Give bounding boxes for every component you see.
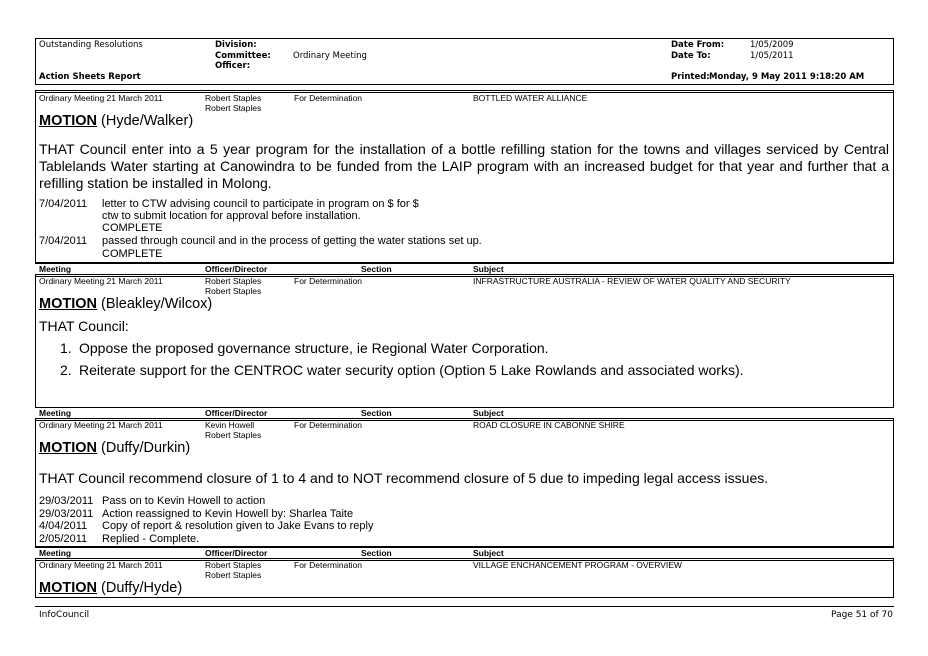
printed-label: Printed:	[671, 72, 710, 82]
record-officer: Kevin Howell	[205, 420, 255, 430]
motion-label: MOTION	[39, 580, 97, 596]
date-from-value: 1/05/2009	[750, 40, 794, 50]
record-section: For Determination	[294, 560, 363, 570]
division-label: Division:	[215, 40, 257, 50]
motion-heading	[39, 580, 182, 596]
record-subject: VILLAGE ENCHANCEMENT PROGRAM - OVERVIEW	[473, 560, 682, 570]
col-subject: Subject	[473, 408, 504, 418]
list-item: Oppose the proposed governance structure, ie Regional Water Corporation.	[79, 340, 549, 356]
committee-label: Committee:	[215, 51, 271, 61]
row-divider	[35, 547, 894, 548]
record-meeting: Ordinary Meeting 21 March 2011	[39, 93, 163, 103]
row-divider	[35, 560, 894, 561]
motion-label: MOTION	[39, 296, 97, 312]
record-director: Robert Staples	[205, 103, 262, 113]
list-item: Reiterate support for the CENTROC water security option (Option 5 Lake Rowlands and associated works).	[79, 362, 744, 378]
action-text: Pass on to Kevin Howell to action	[102, 495, 266, 507]
col-section: Section	[361, 548, 392, 558]
printed-value: Monday, 9 May 2011 9:18:20 AM	[709, 72, 865, 82]
record-officer: Robert Staples	[205, 93, 262, 103]
action-text: COMPLETE	[102, 222, 163, 234]
action-text: Copy of report & resolution given to Jake Evans to reply	[102, 520, 374, 532]
col-officer: Officer/Director	[205, 264, 268, 274]
committee-value: Ordinary Meeting	[293, 51, 367, 61]
col-officer: Officer/Director	[205, 548, 268, 558]
report-type: Action Sheets Report	[39, 72, 141, 82]
resolution-text: THAT Council enter into a 5 year program for the installation of a bottle refilling station for the towns and villages serviced by Central Tablelands Water starting at Canowindra to be funded from the LAIP program with an increased budget for that year and further that a refilling station be installed in Molong.	[39, 141, 889, 191]
record-section: For Determination	[294, 93, 363, 103]
motion-movers: (Duffy/Durkin)	[101, 440, 191, 456]
row-divider	[35, 263, 894, 264]
action-text: passed through council and in the process of getting the water stations set up.	[102, 235, 482, 247]
footer-app-name: InfoCouncil	[39, 610, 90, 620]
record-section: For Determination	[294, 276, 363, 286]
action-text: letter to CTW advising council to participate in program on $ for $	[102, 198, 419, 210]
footer-rule	[35, 606, 894, 607]
officer-label: Officer:	[215, 61, 251, 71]
record-section: For Determination	[294, 420, 363, 430]
record-officer: Robert Staples	[205, 276, 262, 286]
record-subject: ROAD CLOSURE IN CABONNE SHIRE	[473, 420, 625, 430]
action-date: 7/04/2011	[39, 198, 88, 210]
record-meeting: Ordinary Meeting 21 March 2011	[39, 560, 163, 570]
record-subject: BOTTLED WATER ALLIANCE	[473, 93, 588, 103]
action-text: ctw to submit location for approval before installation.	[102, 210, 361, 222]
col-subject: Subject	[473, 264, 504, 274]
motion-heading	[39, 440, 190, 456]
motion-label: MOTION	[39, 440, 97, 456]
motion-heading	[39, 113, 193, 129]
action-date: 2/05/2011	[39, 533, 88, 545]
resolution-text: THAT Council:	[39, 318, 129, 334]
record-director: Robert Staples	[205, 286, 262, 296]
motion-movers: (Duffy/Hyde)	[101, 580, 183, 596]
list-number: 2.	[60, 362, 72, 378]
list-number: 1.	[60, 340, 72, 356]
page-number: Page 51 of 70	[831, 610, 893, 620]
action-text: Action reassigned to Kevin Howell by: Sharlea Taite	[102, 508, 354, 520]
col-section: Section	[361, 408, 392, 418]
action-date: 7/04/2011	[39, 235, 88, 247]
record-officer: Robert Staples	[205, 560, 262, 570]
action-text: COMPLETE	[102, 248, 163, 260]
motion-label: MOTION	[39, 113, 97, 129]
motion-heading	[39, 296, 212, 312]
col-section: Section	[361, 264, 392, 274]
record-director: Robert Staples	[205, 430, 262, 440]
row-divider	[35, 420, 894, 421]
row-divider	[35, 92, 894, 93]
motion-movers: (Bleakley/Wilcox)	[101, 296, 213, 312]
action-text: Replied - Complete.	[102, 533, 200, 545]
action-date: 29/03/2011	[39, 495, 94, 507]
col-subject: Subject	[473, 548, 504, 558]
resolution-text: THAT Council recommend closure of 1 to 4 and to NOT recommend closure of 5 due to impeding legal access issues.	[39, 470, 769, 486]
action-date: 29/03/2011	[39, 508, 94, 520]
col-meeting: Meeting	[39, 548, 72, 558]
date-to-value: 1/05/2011	[750, 51, 794, 61]
motion-movers: (Hyde/Walker)	[101, 113, 194, 129]
record-meeting: Ordinary Meeting 21 March 2011	[39, 420, 163, 430]
action-date: 4/04/2011	[39, 520, 88, 532]
date-from-label: Date From:	[671, 40, 725, 50]
report-name: Outstanding Resolutions	[39, 40, 143, 50]
row-divider	[35, 407, 894, 408]
col-meeting: Meeting	[39, 264, 72, 274]
record-subject: INFRASTRUCTURE AUSTRALIA - REVIEW OF WATER QUALITY AND SECURITY	[473, 276, 791, 286]
record-meeting: Ordinary Meeting 21 March 2011	[39, 276, 163, 286]
date-to-label: Date To:	[671, 51, 711, 61]
col-officer: Officer/Director	[205, 408, 268, 418]
record-director: Robert Staples	[205, 570, 262, 580]
col-meeting: Meeting	[39, 408, 72, 418]
